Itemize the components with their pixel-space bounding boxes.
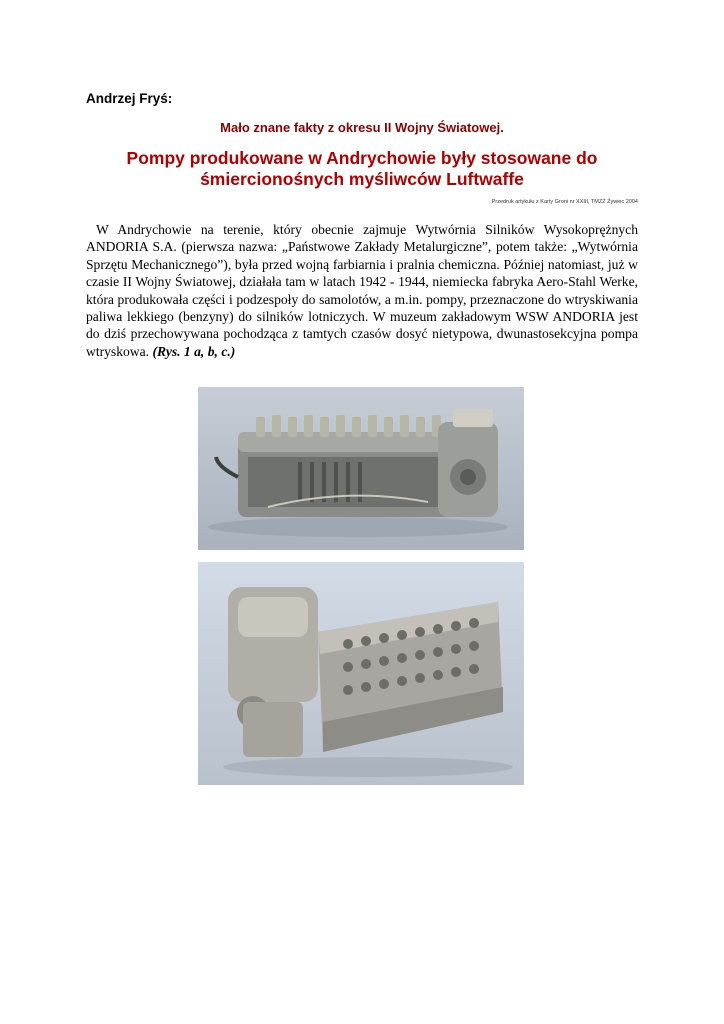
pump-photo-side-view xyxy=(198,387,524,550)
article-subtitle: Mało znane fakty z okresu II Wojny Światowej. xyxy=(220,120,504,135)
article-title: Pompy produkowane w Andrychowie były stosowane do śmiercionośnych myśliwców Luftwaffe xyxy=(126,148,598,189)
pump-photo-top-view xyxy=(198,562,524,785)
reprint-note: Przedruk artykułu z Karty Groni nr XXIII, TMZŻ Żywiec 2004 xyxy=(491,199,638,205)
paragraph-text: W Andrychowie na terenie, który obecnie zajmuje Wytwórnia Silników Wysokoprężnych ANDORIA S.A. (pierwsza nazwa: „Państwowe Zakłady Metalurgiczne”, potem także: „Wytwórnia Sprzętu Mechanicznego”), była przed wojną farbiarnia i pralnia chemiczna. Później natomiast, już w czasie II Wojny Światowej, działała tam w latach 1942 - 1944, niemiecka fabryka Aero-Stahl Werke, która produkowała części i podzespoły do samolotów, a m.in. pompy, przeznaczone do wtryskiwania paliwa lekkiego (benzyny) do silników lotniczych. W muzeum zakładowym WSW ANDORIA jest do dziś przechowywana pochodząca z tamtych czasów dosyć nietypowa, dwunastosekcyjna pompa wtryskowa. xyxy=(86,222,638,359)
figure-reference: (Rys. 1 a, b, c.) xyxy=(152,343,236,359)
pump-side-illustration xyxy=(198,387,524,550)
body-paragraph xyxy=(86,221,638,360)
author-name: Andrzej Fryś: xyxy=(86,91,173,106)
pump-top-illustration xyxy=(198,562,524,785)
